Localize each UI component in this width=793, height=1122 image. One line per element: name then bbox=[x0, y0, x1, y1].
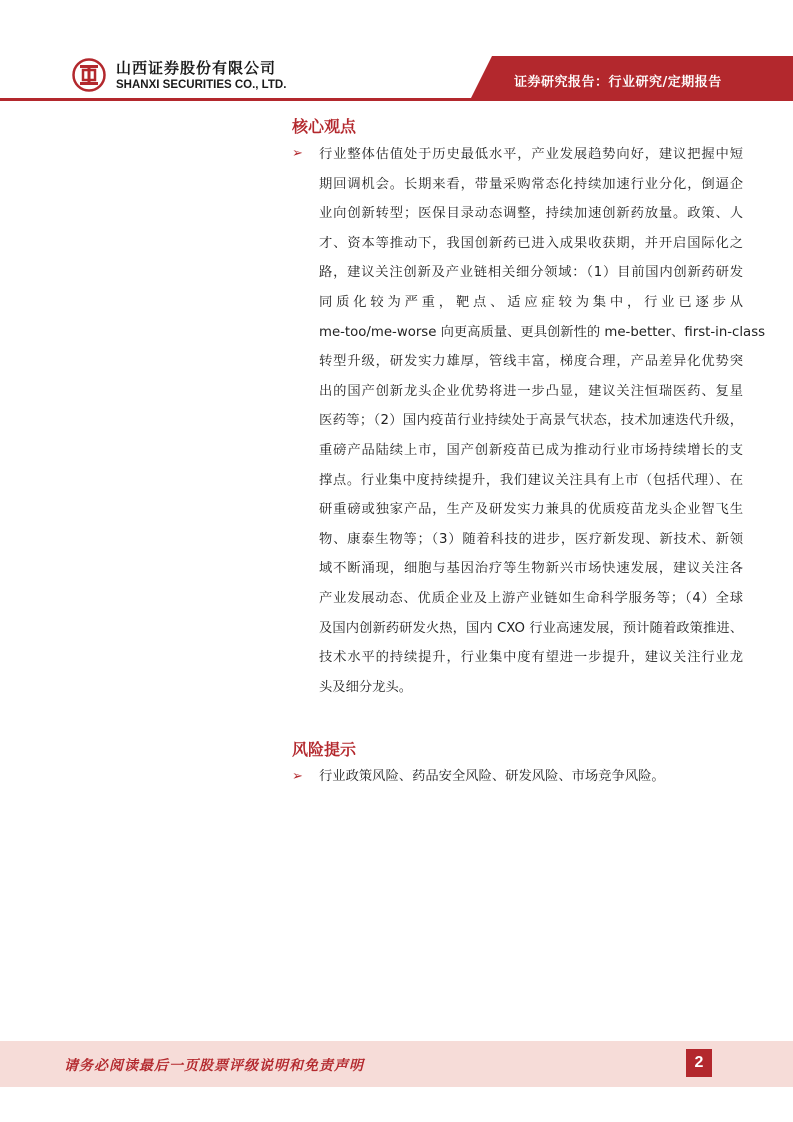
risk-paragraph: 行业政策风险、药品安全风险、研发风险、市场竞争风险。 bbox=[319, 769, 665, 784]
core-views-line: 路，建议关注创新及产业链相关细分领域：（1）目前国内创新药研发 bbox=[319, 265, 743, 281]
core-views-line: 出的国产创新龙头企业优势将进一步凸显，建议关注恒瑞医药、复星 bbox=[319, 383, 743, 399]
company-name-en: SHANXI SECURITIES CO., LTD. bbox=[116, 79, 287, 91]
core-views-line: 行业整体估值处于历史最低水平，产业发展趋势向好，建议把握中短 bbox=[319, 147, 743, 162]
company-logo-icon bbox=[72, 58, 106, 92]
core-views-line: me-too/me-worse 向更高质量、更具创新性的 me-better、first-in-class bbox=[319, 324, 766, 340]
company-name bbox=[116, 59, 286, 93]
core-views-title: 核心观点 bbox=[292, 117, 357, 136]
core-views-line: 研重磅或独家产品，生产及研发实力兼具的优质疫苗龙头企业智飞生 bbox=[319, 502, 743, 518]
report-type-label: 证券研究报告：行业研究/定期报告 bbox=[514, 75, 722, 90]
risk-bullet-icon: ➢ bbox=[292, 769, 303, 784]
core-views-bullet-icon: ➢ bbox=[292, 146, 303, 161]
core-views-line: 撑点。行业集中度持续提升，我们建议关注具有上市（包括代理）、在 bbox=[319, 472, 743, 488]
core-views-line: 同质化较为严重，靶点、适应症较为集中，行业已逐步从 bbox=[319, 294, 743, 310]
core-views-line: 重磅产品陆续上市，国产创新疫苗已成为推动行业市场持续增长的支 bbox=[319, 442, 743, 458]
core-views-line: 头及细分龙头。 bbox=[319, 679, 413, 695]
page-number: 2 bbox=[686, 1049, 712, 1077]
core-views-line: 期回调机会。长期来看，带量采购常态化持续加速行业分化，倒逼企 bbox=[319, 176, 743, 192]
core-views-line: 产业发展动态、优质企业及上游产业链如生命科学服务等；（4）全球 bbox=[319, 590, 743, 606]
core-views-line: 转型升级，研发实力雄厚，管线丰富，梯度合理，产品差异化优势突 bbox=[319, 354, 743, 370]
page-header bbox=[0, 0, 793, 104]
footer-disclaimer: 请务必阅读最后一页股票评级说明和免责声明 bbox=[64, 1058, 364, 1074]
core-views-line: 物、康泰生物等；（3）随着科技的进步，医疗新发现、新技术、新领 bbox=[319, 531, 743, 547]
company-name-cn: 山西证券股份有限公司 bbox=[116, 59, 277, 77]
core-views-line: 技术水平的持续提升，行业集中度有望进一步提升，建议关注行业龙 bbox=[319, 650, 743, 666]
core-views-line: 医药等；（2）国内疫苗行业持续处于高景气状态，技术加速迭代升级， bbox=[319, 413, 743, 429]
header-divider bbox=[0, 98, 793, 101]
core-views-line: 业向创新转型；医保目录动态调整，持续加速创新药放量。政策、人 bbox=[319, 206, 743, 222]
risk-title: 风险提示 bbox=[292, 740, 357, 759]
core-views-line: 才、资本等推动下，我国创新药已进入成果收获期，并开启国际化之 bbox=[319, 235, 743, 251]
core-views-paragraph bbox=[319, 140, 766, 702]
core-views-line: 及国内创新药研发火热，国内 CXO 行业高速发展，预计随着政策推进、 bbox=[319, 620, 743, 636]
core-views-line: 域不断涌现，细胞与基因治疗等生物新兴市场快速发展，建议关注各 bbox=[319, 561, 743, 577]
